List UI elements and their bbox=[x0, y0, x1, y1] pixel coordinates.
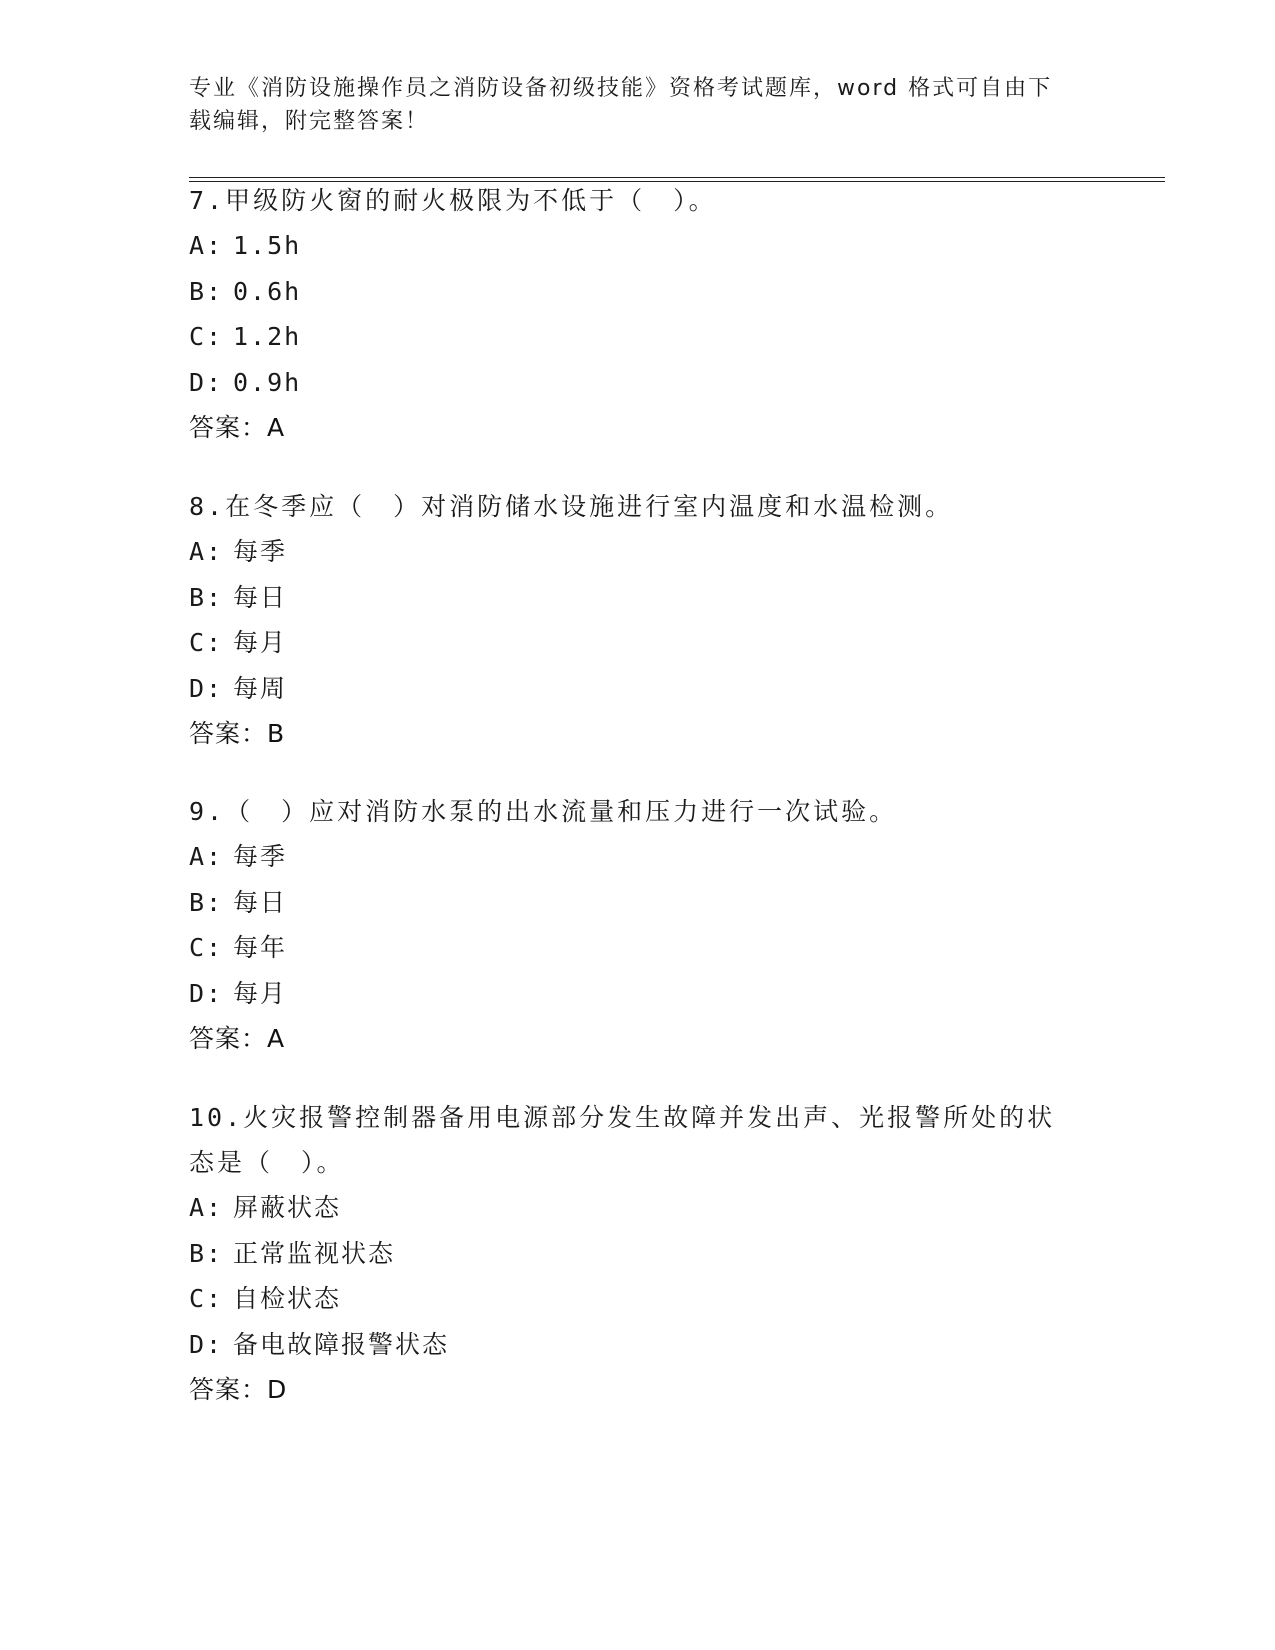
option-text: 备电故障报警状态 bbox=[233, 1329, 450, 1359]
question-stem-line-2: 态是（ ）。 bbox=[189, 1148, 345, 1177]
answer-line: 答案：B bbox=[189, 719, 286, 748]
option-a bbox=[189, 529, 1089, 575]
option-text: 屏蔽状态 bbox=[233, 1193, 342, 1222]
option-text: 每日 bbox=[233, 887, 288, 917]
option-text: 每季 bbox=[233, 842, 288, 871]
option-text: 0.6h bbox=[233, 276, 302, 306]
option-d bbox=[189, 666, 1089, 712]
option-text: 每周 bbox=[233, 673, 288, 703]
question-7 bbox=[189, 178, 1089, 450]
option-c bbox=[189, 620, 1089, 666]
option-letter: B: bbox=[189, 276, 224, 306]
header-line-2: 载编辑，附完整答案！ bbox=[189, 109, 430, 134]
option-text: 正常监视状态 bbox=[233, 1238, 396, 1268]
header-line-1: 专业《消防设施操作员之消防设备初级技能》资格考试题库，word 格式可自由下 bbox=[189, 76, 1053, 101]
question-9 bbox=[189, 789, 1089, 1061]
option-text: 每月 bbox=[233, 628, 288, 657]
option-text: 自检状态 bbox=[233, 1284, 342, 1313]
question-stem: 8.在冬季应（ ）对消防储水设施进行室内温度和水温检测。 bbox=[189, 492, 954, 521]
option-a bbox=[189, 223, 1089, 269]
option-letter: A: bbox=[189, 1193, 224, 1222]
option-c bbox=[189, 314, 1089, 360]
option-text: 1.5h bbox=[233, 231, 302, 260]
option-letter: D: bbox=[189, 978, 224, 1008]
question-stem-line-1: 10.火灾报警控制器备用电源部分发生故障并发出声、光报警所处的状 bbox=[189, 1103, 1056, 1132]
question-10 bbox=[189, 1095, 1089, 1412]
option-letter: A: bbox=[189, 537, 224, 566]
option-b bbox=[189, 880, 1089, 926]
option-c bbox=[189, 1276, 1089, 1322]
option-letter: A: bbox=[189, 842, 224, 871]
option-b bbox=[189, 269, 1089, 315]
option-text: 每季 bbox=[233, 537, 288, 566]
option-d bbox=[189, 971, 1089, 1017]
answer-line: 答案：A bbox=[189, 413, 286, 442]
option-letter: D: bbox=[189, 367, 224, 397]
option-letter: C: bbox=[189, 1284, 224, 1313]
option-letter: C: bbox=[189, 628, 224, 657]
question-stem: 9.（ ）应对消防水泵的出水流量和压力进行一次试验。 bbox=[189, 797, 898, 826]
option-letter: A: bbox=[189, 231, 224, 260]
option-letter: B: bbox=[189, 582, 224, 612]
answer-line: 答案：D bbox=[189, 1375, 288, 1404]
document-header bbox=[189, 72, 1069, 138]
option-c bbox=[189, 925, 1089, 971]
option-letter: B: bbox=[189, 887, 224, 917]
option-text: 1.2h bbox=[233, 322, 302, 351]
option-text: 每月 bbox=[233, 978, 288, 1008]
option-letter: C: bbox=[189, 322, 224, 351]
option-b bbox=[189, 575, 1089, 621]
option-letter: D: bbox=[189, 673, 224, 703]
option-text: 0.9h bbox=[233, 367, 302, 397]
option-b bbox=[189, 1231, 1089, 1277]
answer-line: 答案：A bbox=[189, 1024, 286, 1053]
option-letter: B: bbox=[189, 1238, 224, 1268]
option-text: 每年 bbox=[233, 933, 288, 962]
option-letter: C: bbox=[189, 933, 224, 962]
option-a bbox=[189, 834, 1089, 880]
option-text: 每日 bbox=[233, 582, 288, 612]
option-a bbox=[189, 1185, 1089, 1231]
option-d bbox=[189, 360, 1089, 406]
question-stem: 7.甲级防火窗的耐火极限为不低于（ ）。 bbox=[189, 186, 717, 215]
question-8 bbox=[189, 484, 1089, 756]
option-d bbox=[189, 1322, 1089, 1368]
option-letter: D: bbox=[189, 1329, 224, 1359]
